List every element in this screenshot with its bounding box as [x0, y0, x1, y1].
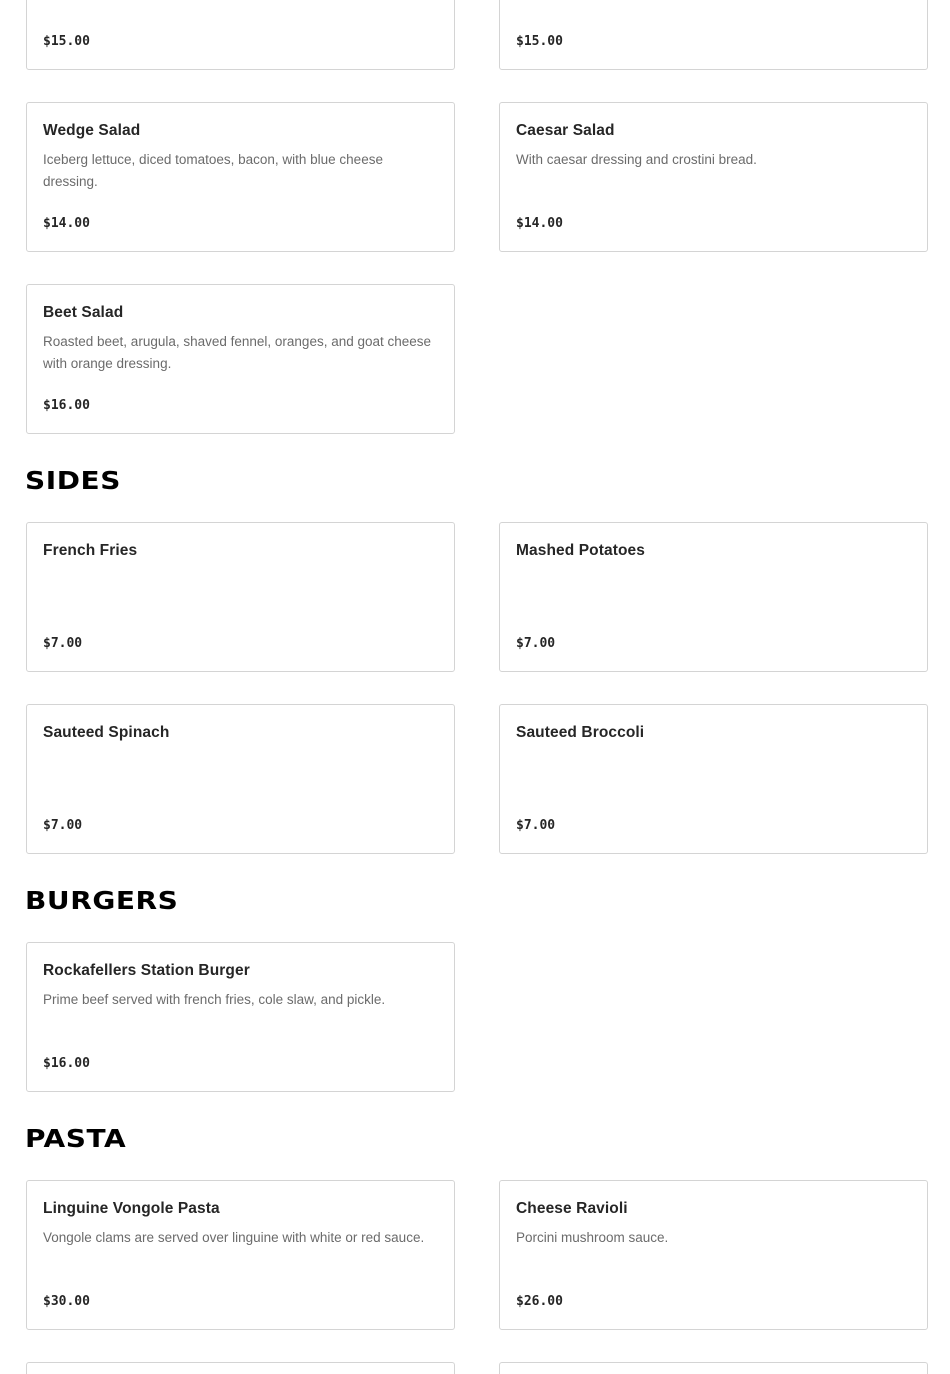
menu-item-card[interactable] [499, 1362, 928, 1374]
menu-item-name: Linguine Vongole Pasta [43, 1200, 220, 1217]
menu-item-description: Vongole clams are served over linguine with white or red sauce. [43, 1230, 425, 1245]
menu-item-price: $14.00 [43, 216, 90, 231]
menu-item-card[interactable] [26, 522, 455, 672]
menu-item-card[interactable] [499, 704, 928, 854]
menu-item-name: French Fries [43, 542, 138, 559]
menu-item-name: Rockafellers Station Burger [43, 962, 250, 979]
menu-item-card[interactable] [26, 0, 455, 70]
menu-item-card[interactable] [26, 1180, 455, 1330]
menu-item-card[interactable] [499, 1180, 928, 1330]
menu-item-name: Sauteed Broccoli [516, 724, 645, 741]
menu-item-price: $14.00 [516, 216, 563, 231]
menu-item-description: Prime beef served with french fries, cole slaw, and pickle. [43, 992, 386, 1007]
section-title-pasta: PASTA [25, 1124, 127, 1153]
menu-item-card[interactable] [499, 522, 928, 672]
menu-item-card[interactable] [26, 102, 455, 252]
menu-item-description: Roasted beet, arugula, shaved fennel, oranges, and goat cheese with orange dressing. [43, 334, 432, 371]
section-title-sides: SIDES [25, 466, 121, 495]
menu-item-name: Wedge Salad [43, 122, 141, 139]
menu-item-description: Iceberg lettuce, diced tomatoes, bacon, with blue cheese dressing. [43, 152, 383, 189]
menu-item-name: Cheese Ravioli [516, 1200, 628, 1217]
menu-item-card[interactable] [26, 284, 455, 434]
menu-item-card[interactable] [26, 1362, 455, 1374]
menu-item-card[interactable] [499, 0, 928, 70]
menu-item-name: Beet Salad [43, 304, 124, 321]
menu-item-card[interactable] [499, 102, 928, 252]
menu-item-card[interactable] [26, 704, 455, 854]
menu-item-name: Mashed Potatoes [516, 542, 645, 559]
menu-item-description: With caesar dressing and crostini bread. [516, 152, 757, 167]
menu-item-card[interactable] [26, 942, 455, 1092]
menu-item-name: Sauteed Spinach [43, 724, 170, 741]
section-title-burgers: BURGERS [25, 886, 179, 915]
menu-item-price: $16.00 [43, 398, 90, 413]
menu-item-price: $30.00 [43, 1294, 90, 1309]
menu-item-price: $26.00 [516, 1294, 563, 1309]
menu-item-price: $7.00 [516, 636, 556, 651]
menu-item-price: $15.00 [43, 34, 90, 49]
menu-item-name: Caesar Salad [516, 122, 615, 139]
menu-item-price: $15.00 [516, 34, 563, 49]
menu-item-price: $7.00 [43, 818, 83, 833]
menu-item-price: $16.00 [43, 1056, 90, 1071]
menu-item-description: Porcini mushroom sauce. [516, 1230, 669, 1245]
menu-item-price: $7.00 [43, 636, 83, 651]
menu-item-price: $7.00 [516, 818, 556, 833]
